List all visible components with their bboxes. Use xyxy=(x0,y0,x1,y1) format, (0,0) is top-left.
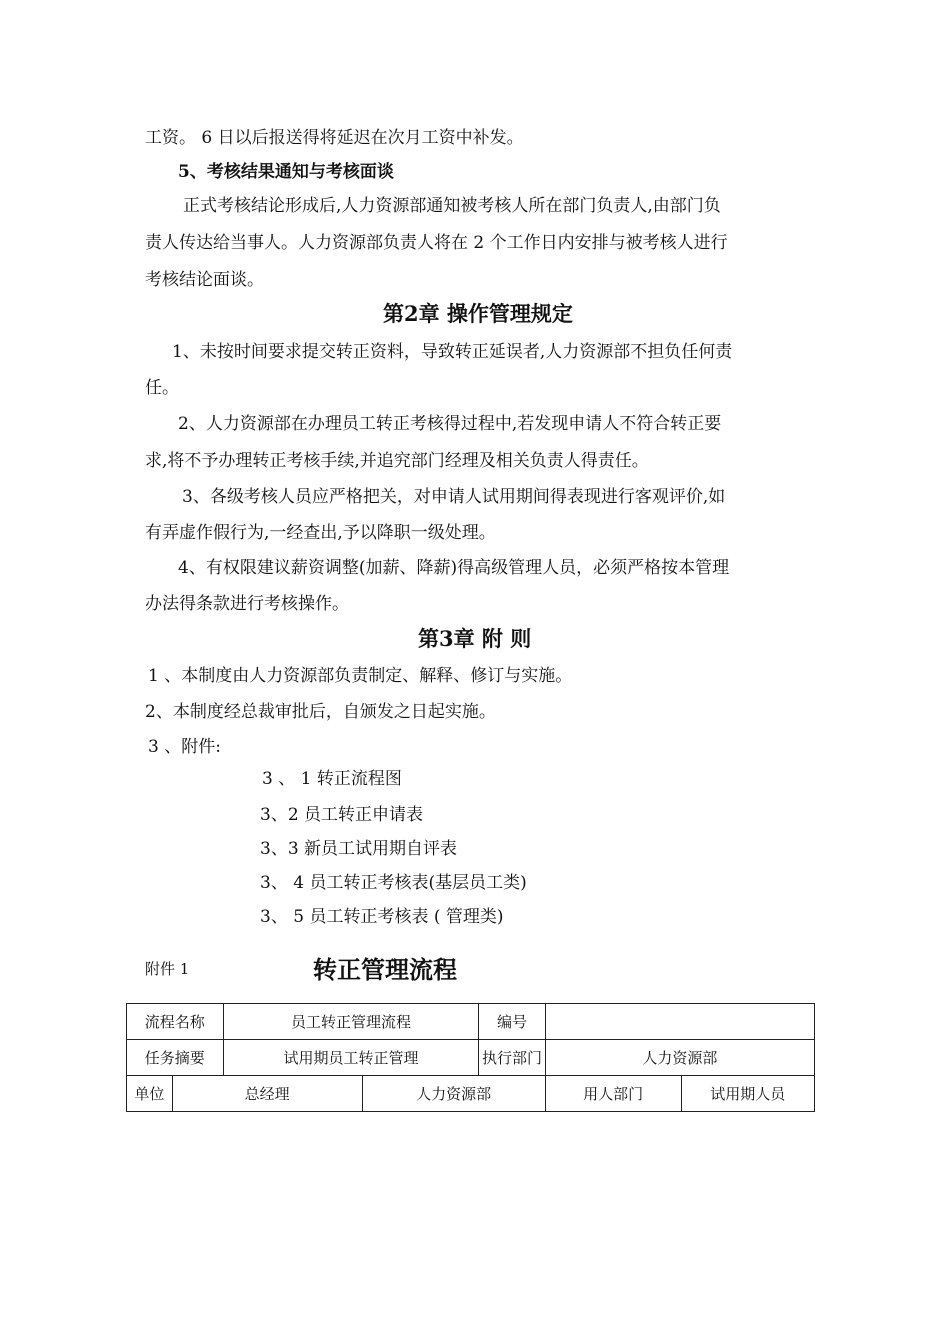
table-cell: 人力资源部 xyxy=(545,1040,814,1076)
paragraph-line: 求,将不予办理转正考核手续,并追究部门经理及相关负责人得责任。 xyxy=(145,451,649,471)
paragraph-line: 4、有权限建议薪资调整(加薪、降薪)得高级管理人员，必须严格按本管理 xyxy=(178,558,730,578)
attachment-item: 3、 5 员工转正考核表 ( 管理类) xyxy=(260,907,504,927)
table-cell: 用人部门 xyxy=(545,1076,681,1112)
table-cell: 流程名称 xyxy=(127,1004,224,1040)
paragraph-line: 3 、附件: xyxy=(148,737,221,757)
table-cell xyxy=(545,1004,814,1040)
paragraph-line: 2、人力资源部在办理员工转正考核得过程中,若发现申请人不符合转正要 xyxy=(178,414,722,434)
table-cell: 总经理 xyxy=(172,1076,362,1112)
table-cell: 执行部门 xyxy=(479,1040,545,1076)
table-row xyxy=(127,1076,815,1112)
table-cell: 任务摘要 xyxy=(127,1040,224,1076)
appendix-label: 附件 1 xyxy=(145,960,190,978)
paragraph-line: 责人传达给当事人。人力资源部负责人将在 2 个工作日内安排与被考核人进行 xyxy=(145,233,728,253)
paragraph-line: 考核结论面谈。 xyxy=(145,270,264,290)
paragraph-line: 1、未按时间要求提交转正资料，导致转正延误者,人力资源部不担负任何责 xyxy=(172,342,733,362)
table-row xyxy=(127,1040,815,1076)
paragraph-line: 1 、本制度由人力资源部负责制定、解释、修订与实施。 xyxy=(148,666,573,686)
attachment-item: 3 、 1 转正流程图 xyxy=(262,769,402,789)
table-cell: 编号 xyxy=(479,1004,545,1040)
table-row xyxy=(127,1004,815,1040)
paragraph-line: 3、各级考核人员应严格把关，对申请人试用期间得表现进行客观评价,如 xyxy=(182,487,726,507)
attachment-item: 3、2 员工转正申请表 xyxy=(260,805,424,825)
section-heading: 5、考核结果通知与考核面谈 xyxy=(178,162,394,182)
table-cell: 人力资源部 xyxy=(362,1076,545,1112)
table-cell: 员工转正管理流程 xyxy=(223,1004,479,1040)
paragraph-line: 有弄虚作假行为,一经查出,予以降职一级处理。 xyxy=(145,523,496,543)
paragraph-line: 任。 xyxy=(145,378,179,398)
paragraph-line: 2、本制度经总裁审批后，自颁发之日起实施。 xyxy=(145,702,496,722)
attachment-item: 3、 4 员工转正考核表(基层员工类) xyxy=(260,873,527,893)
chapter-title: 第3章 附 则 xyxy=(418,626,532,651)
table-cell: 单位 xyxy=(127,1076,173,1112)
flow-title: 转正管理流程 xyxy=(313,956,457,984)
chapter-title: 第2章 操作管理规定 xyxy=(383,301,573,326)
paragraph-line: 办法得条款进行考核操作。 xyxy=(145,594,349,614)
table-cell: 试用期人员 xyxy=(681,1076,814,1112)
flow-table xyxy=(126,1003,815,1112)
table-cell: 试用期员工转正管理 xyxy=(223,1040,479,1076)
paragraph-line: 正式考核结论形成后,人力资源部通知被考核人所在部门负责人,由部门负 xyxy=(183,196,721,216)
attachment-item: 3、3 新员工试用期自评表 xyxy=(260,839,458,859)
paragraph-line: 工资。 6 日以后报送得将延迟在次月工资中补发。 xyxy=(145,128,524,148)
